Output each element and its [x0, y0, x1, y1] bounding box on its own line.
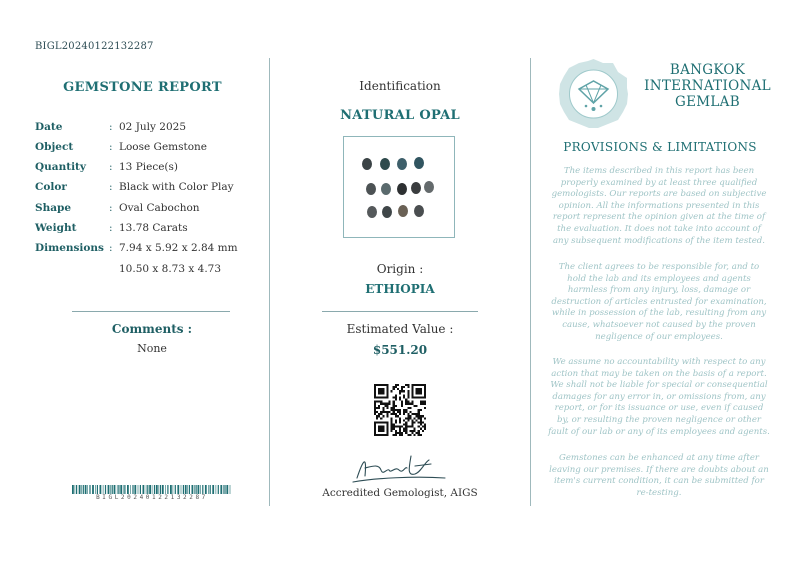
gemologist-signature: [345, 448, 455, 488]
field-value: 13 Piece(s): [119, 161, 179, 173]
comments-label: Comments :: [111, 322, 193, 336]
provisions-title: PROVISIONS & LIMITATIONS: [563, 140, 757, 154]
field-value: 13.78 Carats: [119, 222, 188, 234]
gemologist-caption: Accredited Gemologist, AIGS: [322, 487, 478, 499]
provision-paragraph: We assume no accountability with respect to any action that may be taken on the basis of a report. We shall not be liable for special or consequential damages for any error in, or omissions from, any report, or for its issuance or use, even if caused by, or resulting the proven negligence or other fault of our lab or any of its employees and agents.: [548, 357, 770, 437]
field-label: Date: [35, 121, 63, 133]
comments-value: None: [137, 342, 167, 355]
field-label: Object: [35, 141, 74, 153]
field-colon: :: [109, 121, 113, 133]
stone-image: [366, 183, 376, 195]
lab-name: [640, 62, 775, 110]
stone-name: NATURAL OPAL: [340, 108, 460, 123]
provision-paragraph: The client agrees to be responsible for, and to hold the lab and its employees and agents harmless from any injury, loss, damage or destruction of articles entrusted for examination, while in possession of the lab, resulting from any cause, whatsoever not caused by the proven negligence of our employees.: [551, 262, 767, 342]
lab-name-line: BANGKOK: [669, 62, 746, 78]
stone-image: [367, 206, 377, 218]
field-colon: :: [109, 202, 113, 214]
field-colon: :: [109, 181, 113, 193]
field-value: 7.94 x 5.92 x 2.84 mm: [119, 242, 238, 254]
field-value: 10.50 x 8.73 x 4.73: [119, 263, 222, 275]
column-divider-right: [530, 58, 531, 506]
field-label: Weight: [35, 222, 77, 234]
barcode-text: BIGL20240122132287: [96, 494, 208, 501]
divider-line: [72, 311, 230, 312]
origin-label: Origin :: [376, 262, 424, 276]
lab-name-line: GEMLAB: [675, 94, 740, 110]
stone-image: [397, 183, 407, 195]
stone-image: [362, 158, 372, 170]
stone-image: [381, 183, 391, 195]
provision-paragraph: The items described in this report has been properly examined by at least three qualified gemologists. Our reports are based on subjective opinion. All the informations presented in this report represent the opinion given at the time of the evaluation. It does not take into account of any subsequent modifications of the item tested.: [551, 166, 767, 246]
field-label: Shape: [35, 202, 72, 214]
stone-image: [424, 181, 434, 193]
divider-line: [322, 311, 478, 312]
identification-label: Identification: [359, 79, 441, 93]
estimated-value: $551.20: [372, 343, 428, 357]
field-value: Oval Cabochon: [119, 202, 200, 214]
qr-code[interactable]: [374, 384, 426, 436]
lab-name-line: INTERNATIONAL: [644, 78, 771, 94]
lab-logo: [557, 57, 630, 130]
field-value: Black with Color Play: [119, 181, 234, 193]
gemstone-photo: [343, 136, 455, 238]
stone-image: [411, 182, 421, 194]
field-colon: :: [109, 242, 113, 254]
field-colon: :: [109, 161, 113, 173]
stone-image: [414, 157, 424, 169]
origin-value: ETHIOPIA: [365, 282, 435, 296]
provision-paragraph: Gemstones can be enhanced at any time after leaving our premises. If there are doubts about an item's current condition, it can be submitted for re-testing.: [549, 453, 769, 498]
stone-image: [397, 158, 407, 170]
column-divider-left: [269, 58, 270, 506]
field-label: Dimensions: [35, 242, 104, 254]
field-colon: :: [109, 222, 113, 234]
field-value: 02 July 2025: [119, 121, 187, 133]
stone-image: [398, 205, 408, 217]
field-colon: :: [109, 141, 113, 153]
field-value: Loose Gemstone: [119, 141, 208, 153]
estimated-value-label: Estimated Value :: [346, 322, 454, 336]
stone-image: [380, 158, 390, 170]
report-title: GEMSTONE REPORT: [63, 80, 222, 95]
field-label: Color: [35, 181, 67, 193]
stone-image: [414, 205, 424, 217]
report-number: BIGL20240122132287: [35, 41, 154, 52]
field-label: Quantity: [35, 161, 87, 173]
stone-image: [382, 206, 392, 218]
